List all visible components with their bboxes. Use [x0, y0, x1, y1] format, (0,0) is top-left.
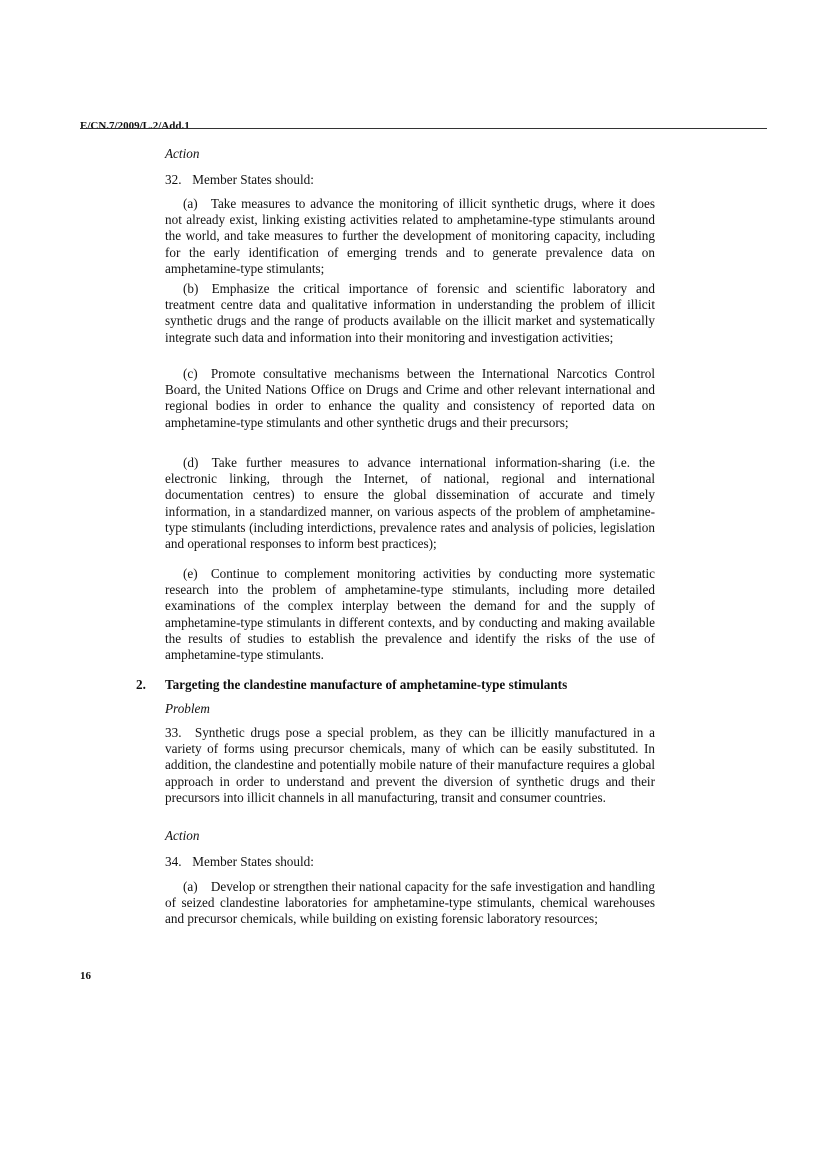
- document-symbol: E/CN.7/2009/L.2/Add.1: [80, 120, 190, 132]
- paragraph-32a: (a) Take measures to advance the monitoring of illicit synthetic drugs, where it does not already exist, linking existing activities related to amphetamine-type stimulants around the world, and take measures to further the development of monitoring capacity, including for the early identification of emerging trends and to generate prevalence data on amphetamine-type stimulants;: [165, 196, 655, 276]
- paragraph-33: [165, 725, 655, 806]
- paragraph-32d: (d) Take further measures to advance international information-sharing (i.e. the electronic linking, through the Internet, of national, regional and international documentation centres) to ensure the global dissemination of accurate and timely information, in a standardized manner, on various aspects of the problem of amphetamine-type stimulants (including interdictions, prevalence rates and analysis of policies, legislation and operational responses to inform best practices);: [165, 455, 655, 552]
- paragraph-number: 32.: [165, 172, 182, 187]
- paragraph-text: Synthetic drugs pose a special problem, as they can be illicitly manufactured in a variety of forms using precursor chemicals, many of which can be easily substituted. In addition, the clandestine and potentially mobile nature of their manufacture requires a global approach in order to understand and prevent the diversion of synthetic drugs and their precursors into illicit channels in all manufacturing, transit and consumer countries.: [165, 725, 656, 805]
- subheading-action-2: Action: [165, 828, 200, 843]
- paragraph-32c: (c) Promote consultative mechanisms between the International Narcotics Control Board, the United Nations Office on Drugs and Crime and other relevant international and regional bodies in order to enhance the quality and consistency of reported data on amphetamine-type stimulants and other synthetic drugs and their precursors;: [165, 366, 655, 430]
- page-number: 16: [80, 970, 91, 982]
- paragraph-text: Member States should:: [192, 854, 314, 869]
- paragraph-32b: (b) Emphasize the critical importance of forensic and scientific laboratory and treatment centre data and qualitative information in understanding the problem of illicit synthetic drugs and the range of products available on the illicit market and systematically integrate such data and information into their monitoring and investigation activities;: [165, 281, 655, 345]
- paragraph-32: [165, 172, 655, 188]
- paragraph-text: Member States should:: [192, 172, 314, 187]
- section-heading-2: [136, 677, 567, 693]
- paragraph-number: 33.: [165, 725, 182, 740]
- paragraph-34: [165, 854, 655, 870]
- section-title: Targeting the clandestine manufacture of amphetamine-type stimulants: [165, 677, 568, 692]
- subheading-problem: Problem: [165, 701, 210, 716]
- header-rule: [80, 128, 767, 129]
- section-number: 2.: [136, 677, 146, 692]
- subheading-action: Action: [165, 146, 200, 161]
- paragraph-32e: (e) Continue to complement monitoring activities by conducting more systematic research into the problem of amphetamine-type stimulants, including more detailed examinations of the complex interplay between the demand for and the supply of amphetamine-type stimulants in different contexts, and by conducting and making available the results of studies to establish the prevalence and identify the risks of the use of amphetamine-type stimulants.: [165, 566, 655, 663]
- paragraph-number: 34.: [165, 854, 182, 869]
- paragraph-34a: (a) Develop or strengthen their national capacity for the safe investigation and handling of seized clandestine laboratories for amphetamine-type stimulants, chemical warehouses and precursor chemicals, while building on existing forensic laboratory resources;: [165, 879, 655, 927]
